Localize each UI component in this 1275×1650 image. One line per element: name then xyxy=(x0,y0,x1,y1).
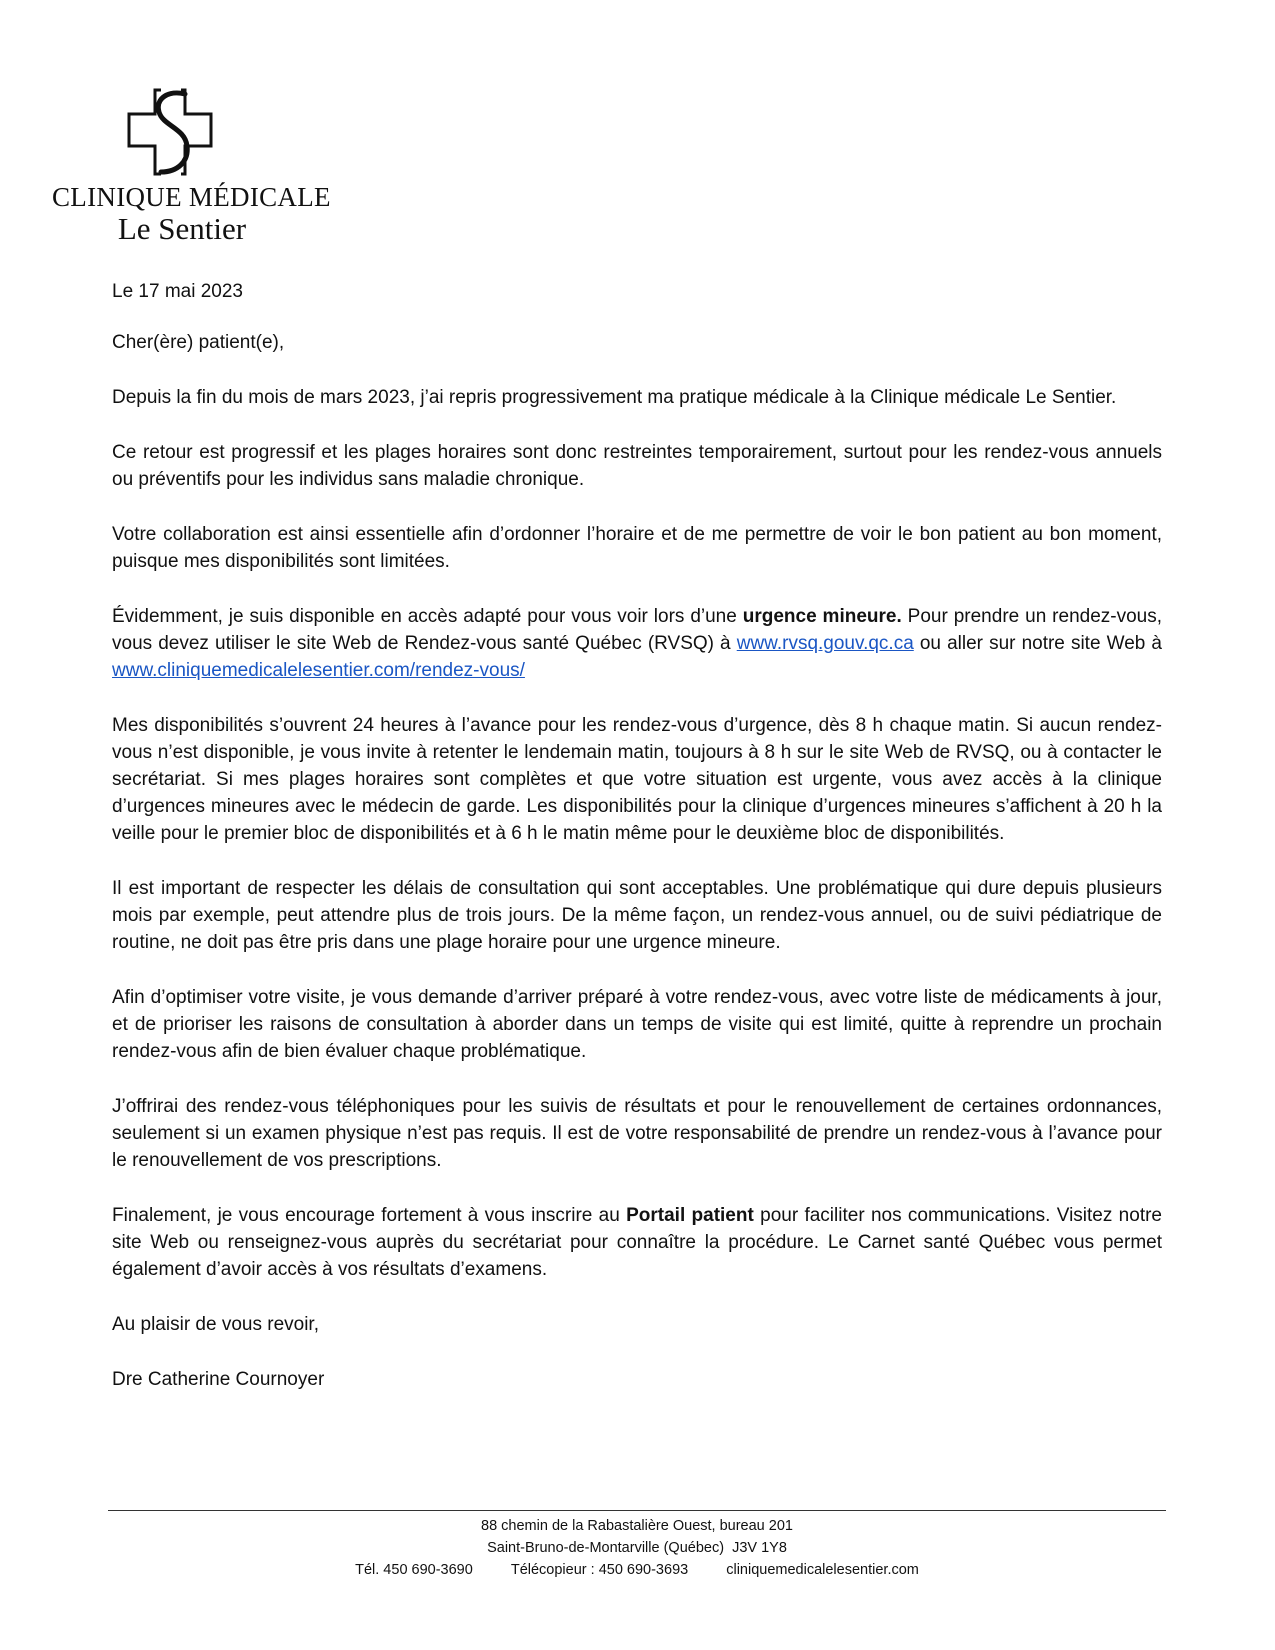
logo-clinic-label: CLINIQUE MÉDICALE xyxy=(52,182,331,212)
letter-signature: Dre Catherine Cournoyer xyxy=(112,1369,325,1390)
urgence-mineure-bold: urgence mineure. xyxy=(742,606,902,627)
paragraph-appointments xyxy=(112,603,1162,684)
footer-fax: Télécopieur : 450 690-3693 xyxy=(510,1562,689,1578)
paragraph-portal-text-1: Finalement, je vous encourage fortement à vous inscrire au xyxy=(112,1205,627,1226)
logo-clinic-name: Le Sentier xyxy=(117,211,247,246)
clinic-appointment-link[interactable]: www.cliniquemedicalelesentier.com/rendez-vous/ xyxy=(112,660,525,681)
paragraph-portal-text-2: pour faciliter nos communications. Visitez notre site Web ou renseignez-vous auprès du secrétariat pour connaître la procédure. Le Carnet santé Québec vous permet également d’avoir accès à vos résultats d’examens. xyxy=(112,1205,1162,1280)
paragraph-availability: Mes disponibilités s’ouvrent 24 heures à l’avance pour les rendez-vous d’urgence, dès 8 h chaque matin. Si aucun rendez-vous n’est disponible, je vous invite à retenter le lendemain matin, toujours à 8 h sur le site Web de RVSQ, ou à contacter le secrétariat. Si mes plages horaires sont complètes et que votre situation est urgente, vous avez accès à la clinique d’urgences mineures avec le médecin de garde. Les disponibilités pour la clinique d’urgences mineures s’affichent à 20 h la veille pour le premier bloc de disponibilités et à 6 h le matin même pour le deuxième bloc de disponibilités. xyxy=(112,715,1162,844)
footer-phone: Tél. 450 690-3690 xyxy=(355,1562,473,1578)
paragraph-delays: Il est important de respecter les délais de consultation qui sont acceptables. Une problématique qui dure depuis plusieurs mois par exemple, peut attendre plus de trois jours. De la même façon, un rendez-vous annuel, ou de suivi pédiatrique de routine, ne doit pas être pris dans une plage horaire pour une urgence mineure. xyxy=(112,878,1162,953)
paragraph-collaboration: Votre collaboration est ainsi essentielle afin d’ordonner l’horaire et de me permettre de voir le bon patient au bon moment, puisque mes disponibilités sont limitées. xyxy=(112,524,1162,572)
letter-date: Le 17 mai 2023 xyxy=(112,281,243,302)
paragraph-appointments-text-1: Évidemment, je suis disponible en accès adapté pour vous voir lors d’une xyxy=(112,606,743,627)
letter-closing: Au plaisir de vous revoir, xyxy=(112,1314,319,1335)
clinic-logo xyxy=(52,88,331,246)
footer-address-line2: Saint-Bruno-de-Montarville (Québec) J3V 1Y8 xyxy=(487,1540,787,1556)
paragraph-return: Depuis la fin du mois de mars 2023, j’ai repris progressivement ma pratique médicale à la Clinique médicale Le Sentier. xyxy=(112,387,1117,408)
paragraph-schedule: Ce retour est progressif et les plages horaires sont donc restreintes temporairement, surtout pour les rendez-vous annuels ou préventifs pour les individus sans maladie chronique. xyxy=(112,442,1162,490)
letter-body xyxy=(112,278,1162,1421)
footer-address-line1: 88 chemin de la Rabastalière Ouest, bureau 201 xyxy=(481,1518,793,1534)
paragraph-visit-preparation: Afin d’optimiser votre visite, je vous demande d’arriver préparé à votre rendez-vous, avec votre liste de médicaments à jour, et de prioriser les raisons de consultation à aborder dans un temps de visite qui est limité, quitte à reprendre un prochain rendez-vous afin de bien évaluer chaque problématique. xyxy=(112,987,1162,1062)
rvsq-link[interactable]: www.rvsq.gouv.qc.ca xyxy=(736,633,914,654)
letter-greeting: Cher(ère) patient(e), xyxy=(112,332,285,353)
letter-footer xyxy=(108,1515,1166,1581)
footer-website: cliniquemedicalelesentier.com xyxy=(726,1562,919,1578)
paragraph-patient-portal xyxy=(112,1202,1162,1283)
paragraph-phone-appointments: J’offrirai des rendez-vous téléphoniques pour les suivis de résultats et pour le renouvellement de certaines ordonnances, seulement si un examen physique n’est pas requis. Il est de votre responsabilité de prendre un rendez-vous à l’avance pour le renouvellement de vos prescriptions. xyxy=(112,1096,1162,1171)
paragraph-appointments-text-3: ou aller sur notre site Web à xyxy=(913,633,1162,654)
portail-patient-bold: Portail patient xyxy=(626,1205,754,1226)
footer-divider xyxy=(108,1510,1166,1511)
footer-contact xyxy=(108,1559,1166,1581)
paragraph-appointments-text-2: Pour prendre un rendez-vous, vous devez utiliser le site Web de Rendez-vous santé Québec (RVSQ) à xyxy=(112,606,1163,654)
cross-s-icon xyxy=(125,88,215,176)
